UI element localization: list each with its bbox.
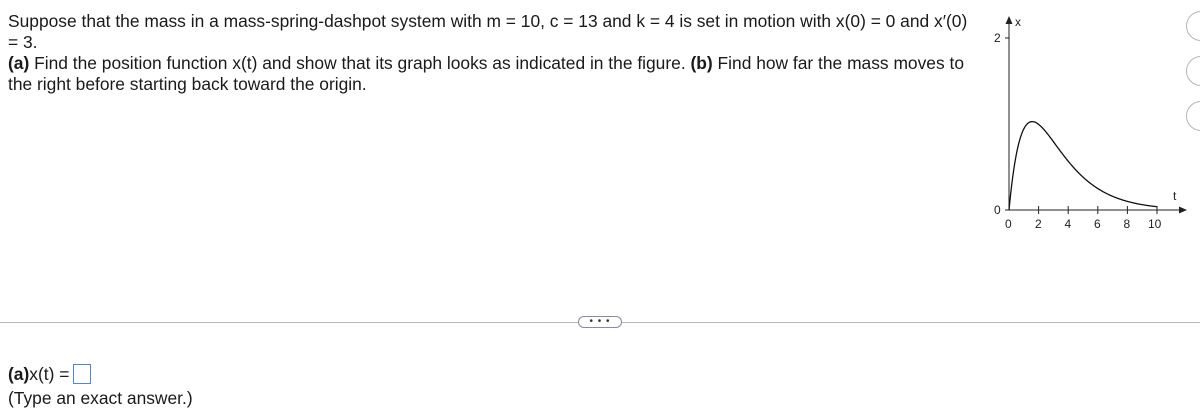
part-b-text: Find how far the mass moves to the right before starting back toward the origin. bbox=[8, 53, 965, 94]
problem-intro: Suppose that the mass in a mass-spring-dashpot system with m = 10, c = 13 and k = 4 is set in motion with x(0) = 0 and x′(0) = 3. bbox=[8, 11, 968, 52]
part-a-label: (a) bbox=[8, 53, 30, 73]
x-tick-label-2: 2 bbox=[1035, 217, 1042, 231]
expand-more-button[interactable]: • • • bbox=[578, 316, 622, 328]
y-tick-label-0: 0 bbox=[994, 203, 1001, 217]
x-tick-label-4: 4 bbox=[1064, 217, 1072, 231]
y-axis-arrow bbox=[1006, 16, 1013, 24]
x-tick-label-8: 8 bbox=[1123, 217, 1131, 231]
problem-statement bbox=[8, 11, 968, 95]
answer-expression-label: x(t) = bbox=[29, 364, 70, 384]
x-tick-label-0: 0 bbox=[1005, 217, 1012, 231]
x-tick-label-6: 6 bbox=[1094, 217, 1101, 231]
position-graph bbox=[980, 10, 1195, 240]
position-curve bbox=[1009, 122, 1157, 210]
answer-part-label: (a) bbox=[8, 364, 30, 384]
x-tick-label-10: 10 bbox=[1148, 217, 1162, 231]
answer-line bbox=[8, 363, 91, 385]
part-b-label: (b) bbox=[690, 53, 713, 73]
y-tick-label-2: 2 bbox=[994, 31, 1001, 45]
answer-hint: (Type an exact answer.) bbox=[8, 388, 193, 408]
x-axis-arrow bbox=[1179, 207, 1187, 214]
x-axis-label: t bbox=[1173, 189, 1177, 203]
y-axis-label: x bbox=[1015, 15, 1021, 29]
part-a-text: Find the position function x(t) and show that its graph looks as indicated in the figure. bbox=[29, 53, 691, 73]
answer-input-box[interactable] bbox=[73, 364, 91, 384]
